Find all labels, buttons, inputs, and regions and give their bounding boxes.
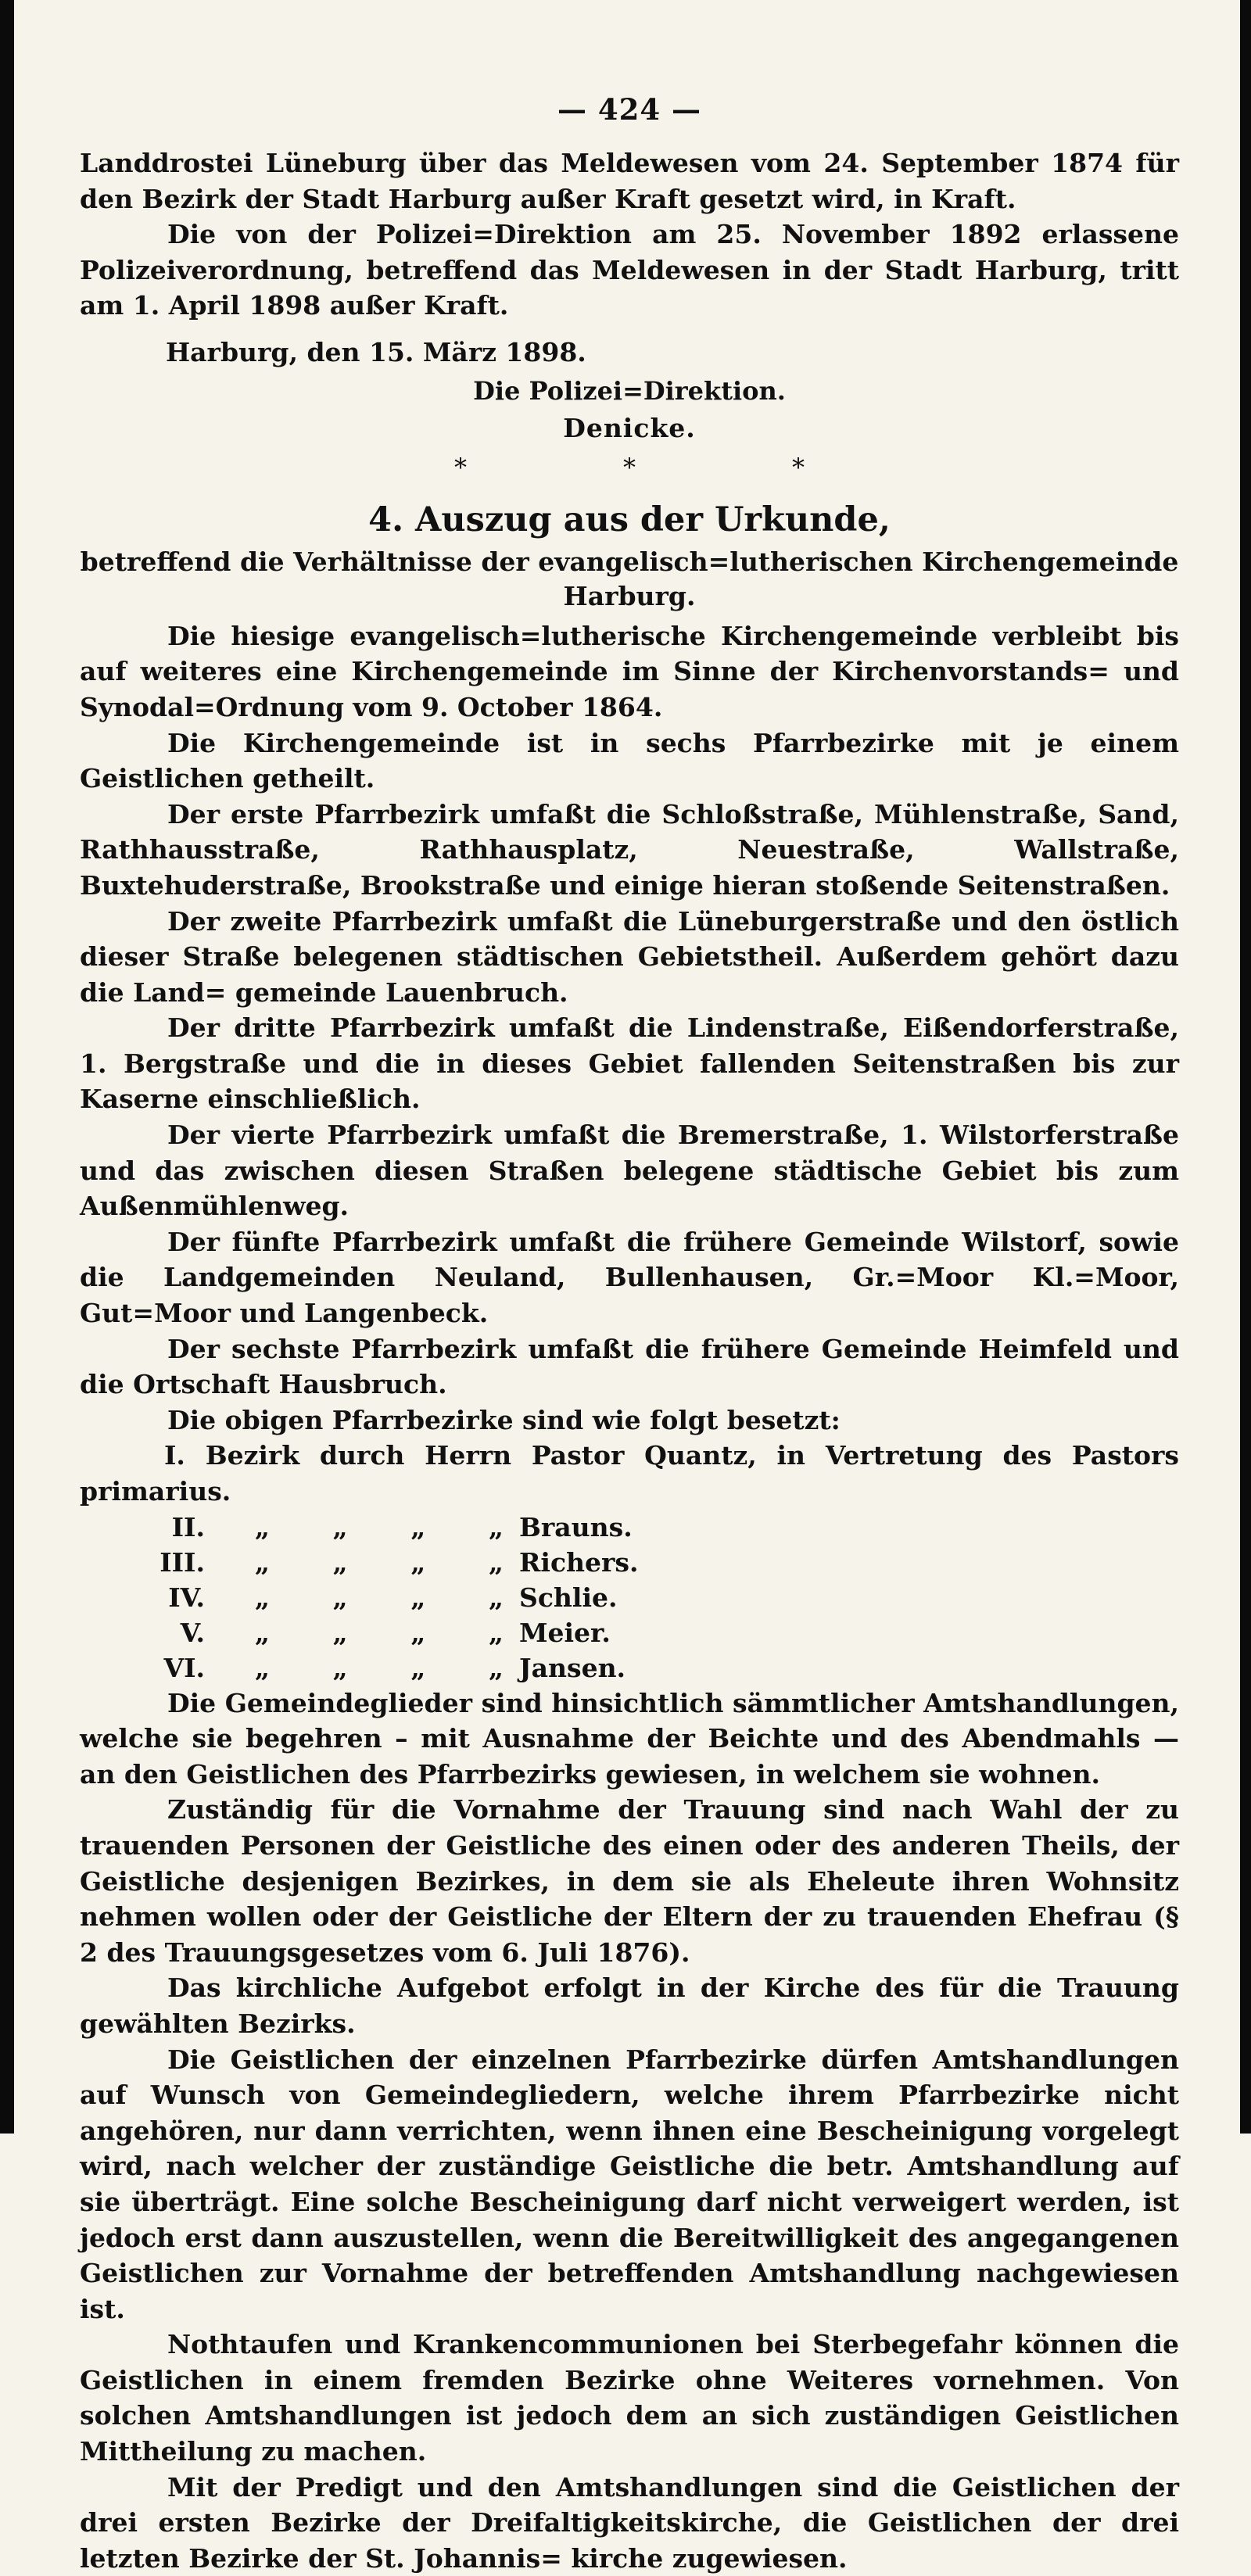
- signature-name: Denicke.: [563, 413, 696, 444]
- pastor-list-row: [80, 1510, 1179, 1545]
- ditto-marks: „ „ „ „: [255, 1546, 504, 1578]
- closing-paragraph: Mit der Predigt und den Amtshandlungen sind die Geistlichen der drei ersten Bezirke der Dreifaltigkeitskirche, die Geistlichen der drei letzten Bezirke der St. Johannis= kirche zugewiesen.: [80, 2471, 1179, 2574]
- district-number: III.: [160, 1546, 205, 1578]
- section-subheading: betreffend die Verhältnisse der evangelisch=lutherischen Kirchengemeinde Harburg.: [80, 546, 1179, 611]
- closing-paragraph: Nothtaufen und Krankencommunionen bei Sterbegefahr können die Geistlichen in einem fremden Bezirke ohne Weiteres vornehmen. Von solchen Amtshandlungen ist jedoch dem an sich zuständigen Geistlichen Mittheilung zu machen.: [80, 2329, 1179, 2467]
- signature-place-date: Harburg, den 15. März 1898.: [166, 336, 586, 367]
- pastor-list-row: [80, 1545, 1179, 1580]
- district-number: II.: [171, 1511, 205, 1542]
- body-paragraph: Der fünfte Pfarrbezirk umfaßt die frühere Gemeinde Wilstorf, sowie die Landgemeinden Neuland, Bullenhausen, Gr.=Moor Kl.=Moor, Gut=Moor und Langenbeck.: [80, 1226, 1179, 1329]
- scan-border-right: [1240, 0, 1251, 2134]
- pastor-list-row: [80, 1650, 1179, 1686]
- body-paragraph: Die obigen Pfarrbezirke sind wie folgt besetzt:: [167, 1404, 841, 1435]
- closing-paragraph: Das kirchliche Aufgebot erfolgt in der Kirche des für die Trauung gewählten Bezirks.: [80, 1972, 1179, 2039]
- district-number: VI.: [163, 1652, 205, 1683]
- section-heading: 4. Auszug aus der Urkunde,: [368, 500, 891, 539]
- scan-border-left: [0, 0, 14, 2134]
- body-paragraph: Der dritte Pfarrbezirk umfaßt die Lindenstraße, Eißendorferstraße, 1. Bergstraße und die in dieses Gebiet fallenden Seitenstraßen bis zur Kaserne einschließlich.: [80, 1012, 1179, 1115]
- district-number: V.: [180, 1617, 205, 1648]
- body-paragraph: Der erste Pfarrbezirk umfaßt die Schloßstraße, Mühlenstraße, Sand, Rathhausstraße, Rathhausplatz, Neuestraße, Wallstraße, Buxtehuderstraße, Brookstraße und einige hieran stoßende Seitenstraßen.: [80, 798, 1179, 901]
- page-number: — 424 —: [557, 92, 701, 127]
- ditto-marks: „ „ „ „: [255, 1582, 504, 1613]
- intro-paragraph-2: Die von der Polizei=Direktion am 25. November 1892 erlassene Polizeiverordnung, betreffend das Meldewesen in der Stadt Harburg, tritt am 1. April 1898 außer Kraft.: [80, 219, 1179, 321]
- body-paragraph: Der vierte Pfarrbezirk umfaßt die Bremerstraße, 1. Wilstorferstraße und das zwischen diesen Straßen belegene städtische Gebiet bis zum Außenmühlenweg.: [80, 1120, 1179, 1222]
- pastor-list-row: [80, 1580, 1179, 1615]
- ditto-marks: „ „ „ „: [255, 1511, 504, 1542]
- pastor-name: Jansen.: [519, 1652, 626, 1683]
- closing-paragraph: Zuständig für die Vornahme der Trauung sind nach Wahl der zu trauenden Personen der Geistliche des einen oder des anderen Theils, der Geistliche desjenigen Bezirkes, in dem sie als Eheleute ihren Wohnsitz nehmen wollen oder der Geistliche der Eltern der zu trauenden Ehefrau (§ 2 des Trauungsgesetzes vom 6. Juli 1876).: [80, 1794, 1179, 1968]
- body-paragraph: Der zweite Pfarrbezirk umfaßt die Lüneburgerstraße und den östlich dieser Straße belegenen städtischen Gebietstheil. Außerdem gehört dazu die Land= gemeinde Lauenbruch.: [80, 905, 1179, 1008]
- section-separator: [80, 453, 1179, 482]
- pastor-list-row: [80, 1615, 1179, 1650]
- body-paragraph: Die Kirchengemeinde ist in sechs Pfarrbezirke mit je einem Geistlichen getheilt.: [80, 727, 1179, 794]
- pastor-name: Brauns.: [519, 1511, 633, 1542]
- separator-star: *: [792, 452, 805, 482]
- signature-authority: Die Polizei=Direktion.: [473, 375, 786, 406]
- intro-paragraph-1: Landdrostei Lüneburg über das Meldewesen vom 24. September 1874 für den Bezirk der Stadt Harburg außer Kraft gesetzt wird, in Kraft.: [80, 148, 1179, 214]
- ditto-marks: „ „ „ „: [255, 1652, 504, 1683]
- closing-paragraph: Die Geistlichen der einzelnen Pfarrbezirke dürfen Amtshandlungen auf Wunsch von Gemeindegliedern, welche ihrem Pfarrbezirke nicht angehören, nur dann verrichten, wenn ihnen eine Bescheinigung vorgelegt wird, nach welcher der zuständige Geistliche die betr. Amtshandlung auf sie überträgt. Eine solche Bescheinigung darf nicht verweigert werden, ist jedoch erst dann auszustellen, wenn die Bereitwilligkeit des angegangenen Geistlichen zur Vornahme der betreffenden Amtshandlung nachgewiesen ist.: [80, 2044, 1179, 2324]
- pastor-name: Schlie.: [519, 1582, 618, 1613]
- closing-paragraph: Die Gemeindeglieder sind hinsichtlich sämmtlicher Amtshandlungen, welche sie begehren – mit Ausnahme der Beichte und des Abendmahls — an den Geistlichen des Pfarrbezirks gewiesen, in welchem sie wohnen.: [80, 1687, 1179, 1790]
- ditto-marks: „ „ „ „: [255, 1617, 504, 1648]
- pastor-list-first: I. Bezirk durch Herrn Pastor Quantz, in Vertretung des Pastors primarius.: [80, 1440, 1179, 1507]
- separator-star: *: [454, 452, 467, 482]
- pastor-name: Meier.: [519, 1617, 611, 1648]
- body-paragraph: Die hiesige evangelisch=lutherische Kirchengemeinde verbleibt bis auf weiteres eine Kirchengemeinde im Sinne der Kirchenvorstands= und Synodal=Ordnung vom 9. October 1864.: [80, 620, 1179, 722]
- separator-star: *: [623, 452, 636, 482]
- pastor-name: Richers.: [519, 1546, 639, 1578]
- district-number: IV.: [168, 1582, 205, 1613]
- body-paragraph: Der sechste Pfarrbezirk umfaßt die frühere Gemeinde Heimfeld und die Ortschaft Hausbruch.: [80, 1333, 1179, 1400]
- pastor-list: [80, 1438, 1179, 1685]
